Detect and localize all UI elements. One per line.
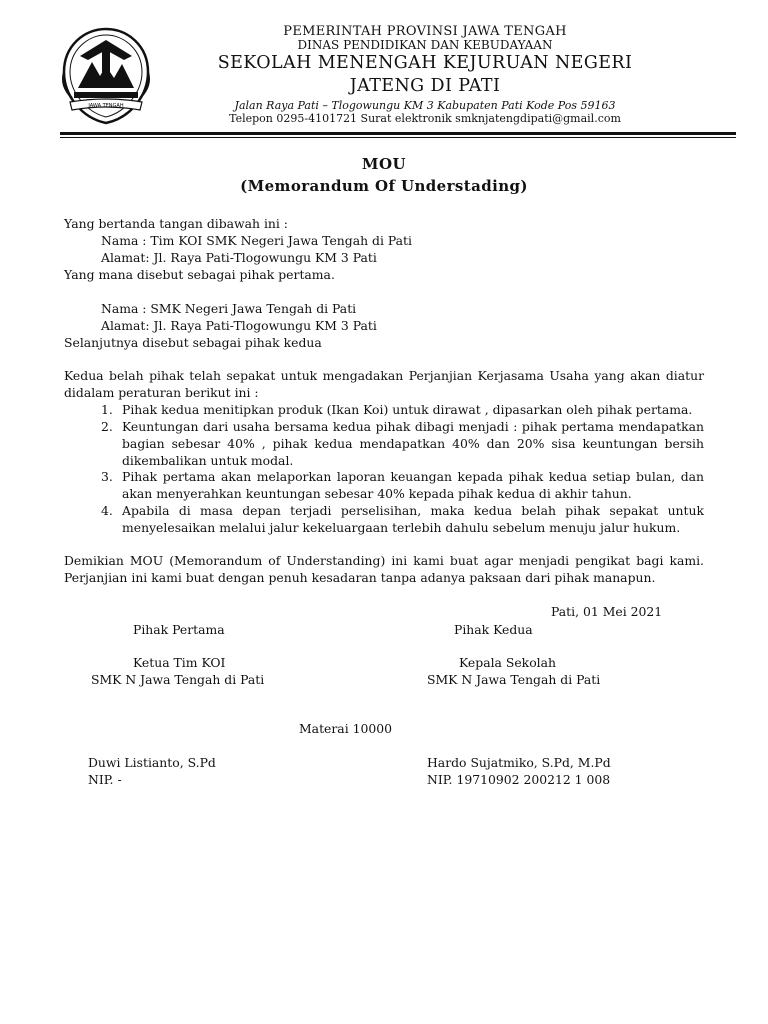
party2-address: Alamat: Jl. Raya Pati-Tlogowungu KM 3 Pati xyxy=(101,318,377,333)
header-divider-thin xyxy=(60,137,736,138)
closing-paragraph: Demikian MOU (Memorandum of Understanding) ini kami buat agar menjadi pengikat bagi kami. Perjanjian ini kami buat dengan penuh kesadaran tanpa adanya paksaan dari pihak manapun. xyxy=(64,553,704,585)
header-address: Jalan Raya Pati – Tlogowungu KM 3 Kabupaten Pati Kode Pos 59163 xyxy=(234,99,616,112)
first-signatory-name: Duwi Listianto, S.Pd xyxy=(88,755,216,770)
second-party-role: Kepala Sekolah xyxy=(459,655,556,670)
party2-description: Selanjutnya disebut sebagai pihak kedua xyxy=(64,335,322,350)
header-school-line1: SEKOLAH MENENGAH KEJURUAN NEGERI xyxy=(217,53,633,73)
clause-number: 3. xyxy=(101,469,113,484)
emblem-ribbon-text: JAWA TENGAH xyxy=(88,103,124,109)
header-department: DINAS PENDIDIKAN DAN KEBUDAYAAN xyxy=(297,38,553,52)
header-divider-thick xyxy=(60,132,736,135)
stamp-duty-note: Materai 10000 xyxy=(299,721,393,736)
clause-number: 4. xyxy=(101,503,113,518)
clause-text: Apabila di masa depan terjadi perselisihan, maka kedua belah pihak sepakat untuk menyelesaikan melalui jalur kekeluargaan terlebih dahulu sebelum menuju jalur hukum. xyxy=(122,503,704,535)
party1-description: Yang mana disebut sebagai pihak pertama. xyxy=(64,267,335,282)
clause-number: 2. xyxy=(101,419,113,434)
second-signatory-nip: NIP. 19710902 200212 1 008 xyxy=(427,772,611,787)
clause-text: Pihak kedua menitipkan produk (Ikan Koi) untuk dirawat , dipasarkan oleh pihak pertama. xyxy=(122,402,693,417)
agreement-lead: Kedua belah pihak telah sepakat untuk mengadakan Perjanjian Kerjasama Usaha yang akan diatur didalam peraturan berikut ini : xyxy=(64,368,704,400)
party2-name: Nama : SMK Negeri Jawa Tengah di Pati xyxy=(101,301,357,316)
second-signatory-name: Hardo Sujatmiko, S.Pd, M.Pd xyxy=(427,755,611,770)
header-government: PEMERINTAH PROVINSI JAWA TENGAH xyxy=(283,24,567,39)
header-school-line2: JATENG DI PATI xyxy=(349,76,501,96)
clause-number: 1. xyxy=(101,402,113,417)
document-title: MOU xyxy=(361,155,407,173)
second-party-org: SMK N Jawa Tengah di Pati xyxy=(427,672,601,687)
first-signatory-nip: NIP. - xyxy=(88,772,122,787)
header-contact: Telepon 0295-4101721 Surat elektronik smknjatengdipati@gmail.com xyxy=(229,112,621,125)
first-party-role: Ketua Tim KOI xyxy=(133,655,226,670)
first-party-label: Pihak Pertama xyxy=(133,622,225,637)
province-emblem-icon xyxy=(58,26,154,126)
clause-text: Pihak pertama akan melaporkan laporan keuangan kepada pihak kedua setiap bulan, dan akan menyerahkan keuntungan sebesar 40% kepada pihak kedua di akhir tahun. xyxy=(122,469,704,501)
place-date: Pati, 01 Mei 2021 xyxy=(551,604,663,619)
clause-text: Keuntungan dari usaha bersama kedua pihak dibagi menjadi : pihak pertama mendapatkan bagian sebesar 40% , pihak kedua mendapatkan 40% dan 20% sisa keuntungan bersih dikembalikan untuk modal. xyxy=(122,419,704,468)
second-party-label: Pihak Kedua xyxy=(454,622,533,637)
party1-address: Alamat: Jl. Raya Pati-Tlogowungu KM 3 Pati xyxy=(101,250,377,265)
opening-line: Yang bertanda tangan dibawah ini : xyxy=(64,216,288,231)
first-party-org: SMK N Jawa Tengah di Pati xyxy=(91,672,265,687)
document-subtitle: (Memorandum Of Understading) xyxy=(240,177,528,195)
party1-name: Nama : Tim KOI SMK Negeri Jawa Tengah di Pati xyxy=(101,233,412,248)
